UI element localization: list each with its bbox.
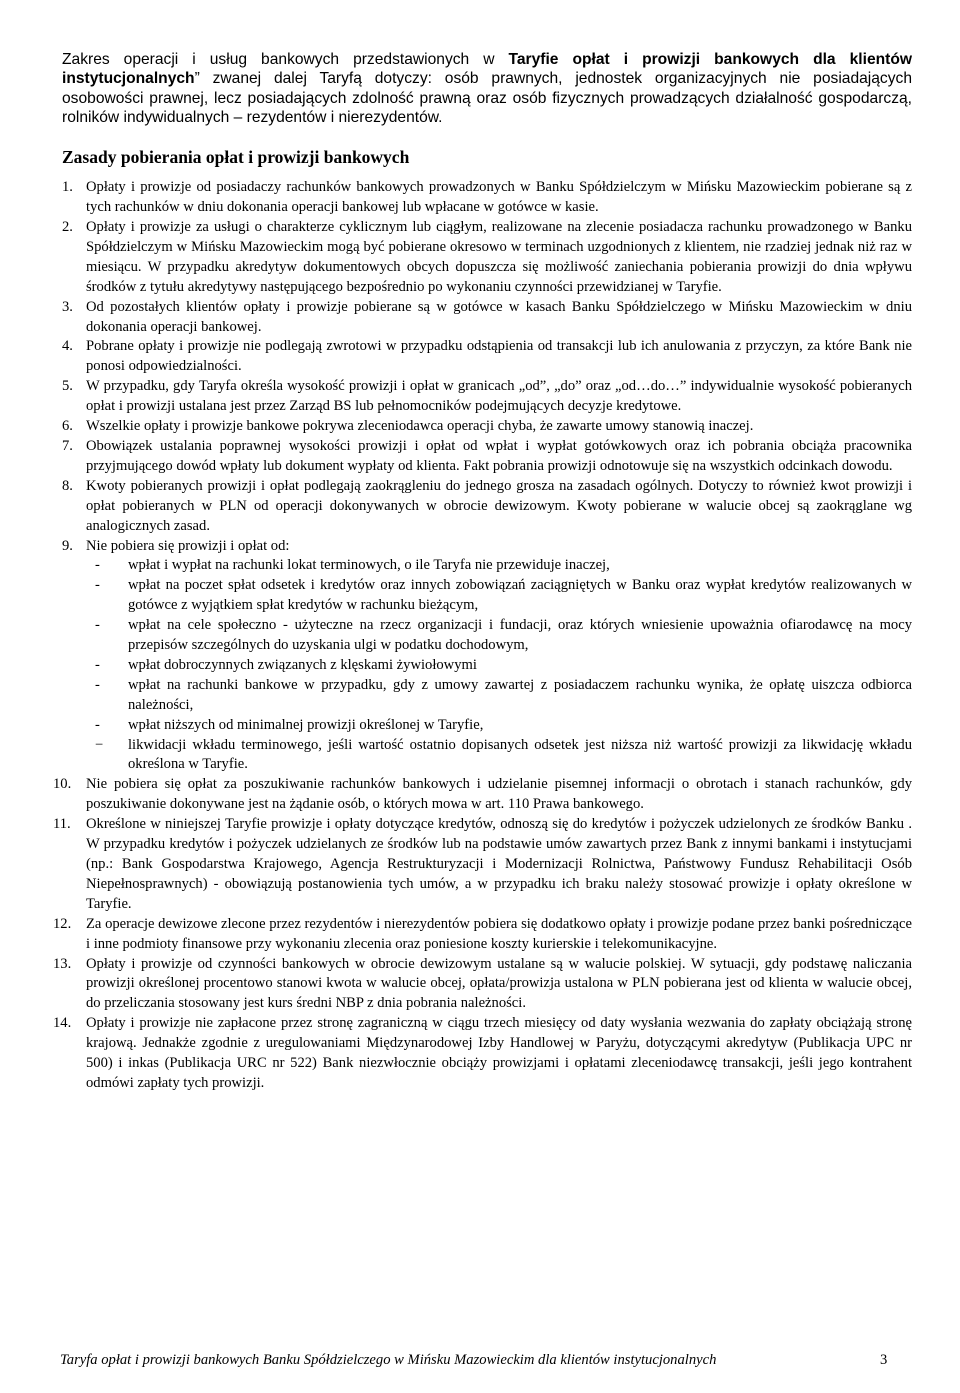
rule-item <box>62 298 912 338</box>
rule-text: Określone w niniejszej Taryfie prowizje i opłaty dotyczące kredytów, odnoszą się do kredytów i pożyczek udzielonych ze środków Banku . W przypadku kredytów i pożyczek udzielanych ze środków lub na podstawie umów zawartych przez Bank z innymi bankami i instytucjami (np.: Bank Gospodarstwa Krajowego, Agencja Restrukturyzacji i Modernizacji Rolnictwa, Państwowy Fundusz Rehabilitacji Osób Niepełnosprawnych) - obowiązują postanowienia tych umów, a w przypadku ich braku należy stosować prowizje i opłaty określone w Taryfie. <box>86 816 912 912</box>
dash-marker: - <box>95 656 100 673</box>
document-page <box>53 50 912 1094</box>
rule-item <box>53 775 912 815</box>
rule-number: 4. <box>62 338 73 355</box>
exemption-item <box>95 556 912 576</box>
section-heading: Zasady pobierania opłat i prowizji bankowych <box>62 147 410 168</box>
intro-text-start: Zakres operacji i usług bankowych przedstawionych w <box>62 51 509 68</box>
rule-number: 14. <box>53 1015 72 1032</box>
rule-text: Opłaty i prowizje nie zapłacone przez stronę zagraniczną w ciągu trzech miesięcy od daty wysłania wezwania do zapłaty obciążają stronę krajową. Jednakże zgodnie z uregulowaniami Międzynarodowej Izby Handlowej w Paryżu, dotyczącymi akredytyw (Publikacja UPC nr 500) i inkas (Publikacja URC nr 522) Bank niezwłocznie obciąży prowizjami i opłatami zleceniodawcę transakcji, jeśli jego kontrahent odmówi zapłaty tych prowizji. <box>86 1015 912 1091</box>
rule-item <box>53 915 912 955</box>
rule-text: Opłaty i prowizje od czynności bankowych w obrocie dewizowym ustalane są w walucie polskiej. W sytuacji, gdy podstawę naliczania prowizji określonej procentowo stanowi kwota w walucie obcej, opłata/prowizja ustalona w PLN pobierana jest od klienta w walucie obcej, do przeliczania stosowany jest kurs średni NBP z dnia pobrania należności. <box>86 955 912 1012</box>
rule-text: Opłaty i prowizje od posiadaczy rachunków bankowych prowadzonych w Banku Spółdzielczym w Mińsku Mazowieckim pobierane są z tych rachunków w dniu dokonania operacji bankowej lub wpłacane w gotówce w kasie. <box>86 179 912 216</box>
intro-text-end: ” zwanej dalej Taryfą dotyczy: osób prawnych, jednostek organizacyjnych nie posiadających osobowości prawnej, lecz posiadających zdolność prawną oraz osób fizycznych prowadzących działalność gospodarczą, rolników indywidualnych – rezydentów i nierezydentów. <box>62 70 912 126</box>
rule-text: Obowiązek ustalania poprawnej wysokości prowizji i opłat od wpłat i wypłat gotówkowych oraz ich pobrania obciąża pracownika przyjmującego dowód wpłaty lub dokument wypłaty od klienta. Fakt pobrania prowizji odnotowuje się na wszystkich odcinkach dowodu. <box>86 437 912 474</box>
dash-marker: - <box>95 557 100 574</box>
exemption-text: wpłat na rachunki bankowe w przypadku, gdy z umowy zawartej z posiadaczem rachunku wynika, że opłatę uiszcza odbiorca należności, <box>128 676 912 713</box>
rule-number: 3. <box>62 298 73 315</box>
rule-text: Nie pobiera się opłat za poszukiwanie rachunków bankowych i udzielanie pisemnej informacji o obrotach i stanach rachunków, gdy poszukiwanie dokonywane jest na żądanie osób, o których mowa w art. 110 Prawa bankowego. <box>86 776 912 813</box>
rule-item-exemptions <box>62 537 912 776</box>
exemption-item <box>95 616 912 656</box>
exemptions-list <box>86 556 912 775</box>
exemption-text: wpłat na poczet spłat odsetek i kredytów oraz innych zobowiązań zaciągniętych w Banku oraz wypłat kredytów realizowanych w gotówce z wyjątkiem spłat kredytów w rachunku bieżącym, <box>128 577 912 614</box>
rule-item <box>53 955 912 1015</box>
rule-number: 11. <box>53 816 71 833</box>
rule-text: Nie pobiera się prowizji i opłat od: <box>86 537 290 554</box>
exemption-item <box>95 656 912 676</box>
dash-marker: - <box>95 617 100 634</box>
rule-item <box>62 218 912 298</box>
intro-paragraph <box>62 50 912 127</box>
rule-item <box>53 815 912 915</box>
page-footer <box>60 1352 900 1369</box>
exemption-text: likwidacji wkładu terminowego, jeśli wartość ostatnio dopisanych odsetek jest niższa niż wartość prowizji za likwidację wkładu określona w Taryfie. <box>128 736 912 773</box>
rules-list <box>53 178 912 1094</box>
exemption-text: wpłat dobroczynnych związanych z klęskami żywiołowymi <box>128 656 477 673</box>
exemption-item <box>95 736 912 776</box>
rule-number: 5. <box>62 378 73 395</box>
dash-marker: - <box>95 577 100 594</box>
footer-title: Taryfa opłat i prowizji bankowych Banku Spółdzielczego w Mińsku Mazowieckim dla klientów instytucjonalnych <box>60 1352 717 1368</box>
rule-number: 8. <box>62 477 73 494</box>
rule-number: 6. <box>62 418 73 435</box>
dash-marker: - <box>95 716 100 733</box>
rule-number: 12. <box>53 915 72 932</box>
rule-text: W przypadku, gdy Taryfa określa wysokość prowizji i opłat w granicach „od”, „do” oraz „od…do…” indywidualnie wysokość pobieranych opłat i prowizji ustalana jest przez Zarząd BS lub pełnomocników podejmujących decyzje kredytowe. <box>86 378 912 415</box>
exemption-text: wpłat i wypłat na rachunki lokat terminowych, o ile Taryfa nie przewiduje inaczej, <box>128 557 610 574</box>
exemption-item <box>95 676 912 716</box>
rule-item <box>62 437 912 477</box>
rule-item <box>62 417 912 437</box>
exemption-text: wpłat na cele społeczno - użyteczne na rzecz organizacji i fundacji, oraz których wniesienie upoważnia ofiarodawcę na mocy przepisów szczególnych do uzyskania ulgi w podatku dochodowym, <box>128 617 912 654</box>
rule-number: 2. <box>62 219 73 235</box>
rule-text: Pobrane opłaty i prowizje nie podlegają zwrotowi w przypadku odstąpienia od transakcji lub ich anulowania z przyczyn, za które Bank nie ponosi odpowiedzialności. <box>86 338 912 375</box>
rule-number: 13. <box>53 955 72 972</box>
rule-number: 10. <box>53 776 72 793</box>
rule-item <box>53 1014 912 1094</box>
page-number: 3 <box>880 1352 888 1368</box>
rule-text: Kwoty pobieranych prowizji i opłat podlegają zaokrągleniu do jednego grosza na zasadach ogólnych. Dotyczy to również kwot prowizji i opłat pobieranych w PLN od operacji dokonywanych w obrocie dewizowym. Kwoty pobierane w walucie obcej są zaokrąglane wg analogicznych zasad. <box>86 477 912 534</box>
rule-item <box>62 178 912 218</box>
dash-marker: - <box>95 676 100 693</box>
rule-text: Za operacje dewizowe zlecone przez rezydentów i nierezydentów pobiera się dodatkowo opłaty i prowizje podane przez banki pośredniczące i inne podmioty finansowe przy wykonaniu zlecenia oraz poniesione koszty kurierskie i telekomunikacyjne. <box>86 915 912 952</box>
dash-marker: − <box>95 736 104 753</box>
rule-number: 9. <box>62 537 73 554</box>
rule-item <box>62 477 912 537</box>
rule-item <box>62 377 912 417</box>
rule-number: 1. <box>62 179 73 196</box>
intro-tariff-name: Taryfie opłat i prowizji bankowych dla klientów instytucjonalnych <box>62 51 912 88</box>
rule-text: Od pozostałych klientów opłaty i prowizje pobierane są w gotówce w kasach Banku Spółdzielczego w Mińsku Mazowieckim w dniu dokonania operacji bankowej. <box>86 298 912 335</box>
rule-text: Opłaty i prowizje za usługi o charakterze cyklicznym lub ciągłym, realizowane na zlecenie posiadacza rachunku prowadzonego w Banku Spółdzielczym w Mińsku Mazowieckim mogą być pobierane okresowo w terminach uzgodnionych z klientem, nie rzadziej jednak niż raz w miesiącu. W przypadku akredytyw dokumentowych obcych dopuszcza się możliwość zaniechania pobierania prowizji do dnia wpływu środków z tytułu akredytywy następującego bezpośrednio po wykonaniu czynności przewidzianej w Taryfie. <box>86 219 912 295</box>
exemption-item <box>95 576 912 616</box>
exemption-text: wpłat niższych od minimalnej prowizji określonej w Taryfie, <box>128 716 484 733</box>
rule-item <box>62 337 912 377</box>
rule-number: 7. <box>62 437 73 454</box>
exemption-item <box>95 716 912 736</box>
rule-text: Wszelkie opłaty i prowizje bankowe pokrywa zleceniodawca operacji chyba, że zawarte umowy stanowią inaczej. <box>86 418 754 435</box>
